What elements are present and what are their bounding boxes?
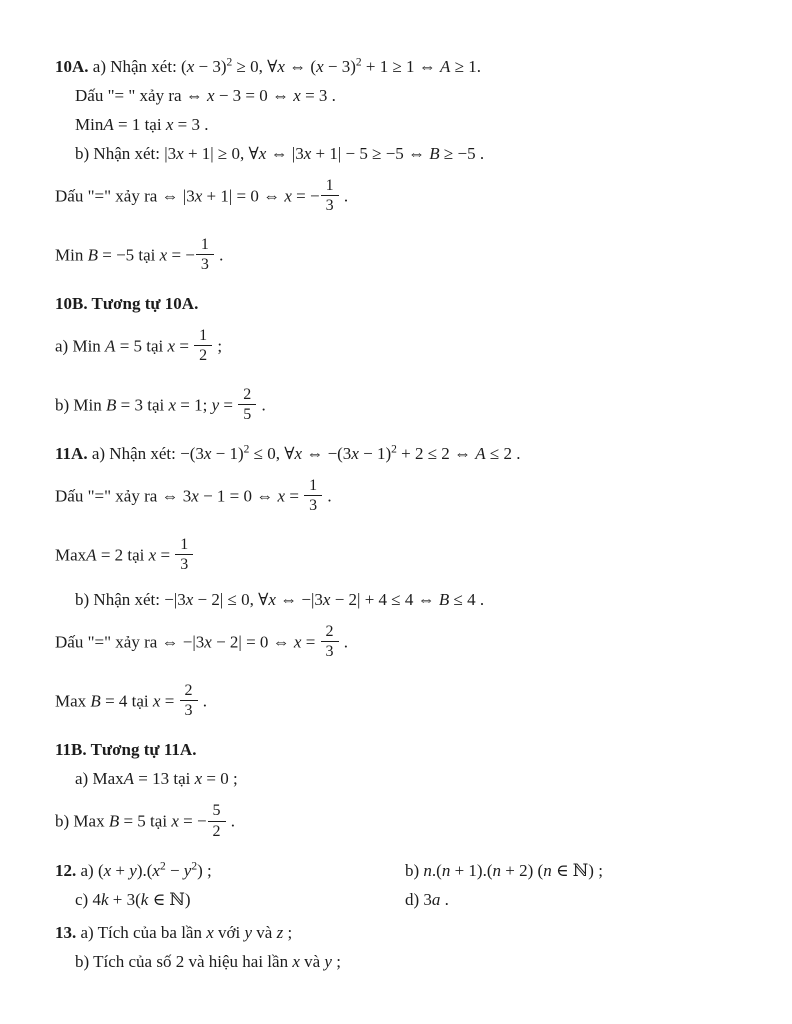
text-run: − 2| = 0 ⇔ xyxy=(211,632,294,652)
text-run: − 3 = 0 ⇔ xyxy=(214,86,294,105)
text-run: − 1) xyxy=(211,444,244,464)
fraction-numerator: 2 xyxy=(325,623,334,641)
text-run: ).( xyxy=(136,860,153,880)
text-run: = − xyxy=(291,186,320,206)
superscript-exponent: 2 xyxy=(159,860,166,873)
text-run: = xyxy=(285,486,304,506)
fraction-denominator: 3 xyxy=(180,700,198,719)
text-run: Dấu "=" xảy ra ⇔ |3 xyxy=(55,186,195,206)
problem-11a-a xyxy=(55,442,754,466)
text-run: . xyxy=(214,245,224,265)
min-result-10a-a xyxy=(55,113,754,137)
answer-10b-b xyxy=(55,380,754,434)
fraction-numerator: 1 xyxy=(325,177,334,194)
fraction-denominator: 3 xyxy=(196,254,214,273)
text-run: = − xyxy=(167,245,195,265)
math-variable: B xyxy=(108,811,120,831)
math-variable: y xyxy=(324,951,332,971)
text-run: − 1 = 0 ⇔ xyxy=(198,486,278,506)
math-variable: y xyxy=(129,860,137,880)
fraction-numerator: 1 xyxy=(309,477,318,495)
text-run: = xyxy=(219,395,238,415)
text-run: ⇔ −|3 xyxy=(275,590,323,610)
text-run: ≥ 1. xyxy=(450,57,482,76)
text-run: = 3 . xyxy=(300,86,336,105)
text-run: Dấu "=" xảy ra ⇔ −|3 xyxy=(55,632,205,652)
math-fraction xyxy=(179,682,199,720)
column-left xyxy=(75,890,191,909)
math-variable: x xyxy=(171,811,179,831)
fraction-numerator: 1 xyxy=(200,235,209,253)
text-run: b) Tích của số 2 và hiệu hai lần xyxy=(75,951,293,971)
column-right xyxy=(405,859,603,883)
problem-13-a xyxy=(55,921,754,945)
text-run: Min xyxy=(75,115,104,134)
text-run: + 1| = 0 ⇔ xyxy=(202,186,285,206)
problem-11a-b xyxy=(55,588,754,612)
math-variable: x xyxy=(268,590,276,610)
problem-10a-a xyxy=(55,55,754,79)
text-run: a) Min xyxy=(55,336,106,356)
problem-13-b xyxy=(55,950,754,974)
text-run: ; xyxy=(283,922,293,942)
math-variable: A xyxy=(105,336,116,356)
math-variable: B xyxy=(438,590,450,610)
math-fraction xyxy=(320,177,340,215)
equality-condition-10a-a xyxy=(55,84,754,108)
math-variable: y xyxy=(244,922,253,942)
math-variable: x xyxy=(194,186,203,206)
math-variable: x xyxy=(152,691,161,711)
text-run: với xyxy=(213,922,245,942)
math-variable: x xyxy=(165,115,174,134)
text-run: − 3) xyxy=(194,57,227,76)
answer-11b-b xyxy=(55,796,754,850)
math-fraction xyxy=(320,623,340,661)
math-variable: x xyxy=(351,444,359,464)
text-run: a) Nhận xét: ( xyxy=(88,57,187,76)
text-run: ⇔ |3 xyxy=(266,144,304,163)
answer-10b-a xyxy=(55,321,754,375)
text-run: + 1| − 5 ≥ −5 ⇔ xyxy=(311,144,430,163)
text-run: ; xyxy=(213,336,223,356)
text-run: + 2) ( xyxy=(501,860,544,880)
max-result-11a-b xyxy=(55,676,754,730)
text-run: d) 3 xyxy=(405,889,432,909)
text-run: ≤ 0, ∀ xyxy=(249,444,295,464)
math-variable: x xyxy=(284,186,292,206)
math-variable: B xyxy=(87,245,98,265)
bold-text: 10B. Tương tự 10A. xyxy=(55,294,199,314)
text-run: = 1; xyxy=(176,395,212,415)
math-variable: x xyxy=(277,486,286,506)
min-result-10a-b xyxy=(55,230,754,284)
fraction-numerator: 2 xyxy=(243,385,252,403)
math-variable: x xyxy=(176,144,184,163)
math-variable: x xyxy=(167,336,176,356)
text-run: = 5 tại xyxy=(119,811,172,831)
bold-text: 13. xyxy=(55,922,77,942)
fraction-denominator: 3 xyxy=(321,641,339,660)
text-run: .( xyxy=(431,860,442,880)
math-variable: A xyxy=(475,444,486,464)
equality-condition-11a-a xyxy=(55,471,754,525)
fraction-denominator: 2 xyxy=(194,345,212,364)
math-variable: A xyxy=(86,545,97,565)
fraction-denominator: 2 xyxy=(208,821,226,840)
text-run: ∈ ℕ) xyxy=(148,889,191,909)
text-run: ≤ 4 . xyxy=(449,590,485,610)
problem-10a-b xyxy=(55,142,754,166)
text-run: . xyxy=(226,811,236,831)
text-run: a) Tích của ba lần xyxy=(76,922,207,942)
bold-text: 12. xyxy=(55,860,77,880)
text-run: . xyxy=(198,691,208,711)
text-run: = 4 tại xyxy=(100,691,153,711)
math-variable: y xyxy=(183,860,192,880)
text-run: + 2 ≤ 2 ⇔ xyxy=(396,444,476,464)
superscript-exponent: 2 xyxy=(243,443,250,456)
math-variable: x xyxy=(204,632,212,652)
math-variable: x xyxy=(191,486,199,506)
text-run: ≤ 2 . xyxy=(485,444,521,464)
text-run: . xyxy=(257,395,266,415)
text-run: + xyxy=(111,860,130,880)
text-run: a) ( xyxy=(76,860,104,880)
math-variable: y xyxy=(211,395,220,415)
text-run: ≥ −5 . xyxy=(439,144,485,163)
text-run: ⇔ ( xyxy=(284,57,317,76)
fraction-numerator: 1 xyxy=(180,535,189,553)
text-run: b) Nhận xét: −|3 xyxy=(75,590,186,610)
text-run: + 1 ≥ 1 ⇔ xyxy=(361,57,441,76)
math-variable: n xyxy=(543,860,552,880)
text-run: = 3 . xyxy=(173,115,209,134)
text-run: và xyxy=(252,922,277,942)
text-run: Max xyxy=(55,691,91,711)
fraction-denominator: 3 xyxy=(321,195,339,214)
math-variable: x xyxy=(292,951,300,971)
math-variable: n xyxy=(423,860,432,880)
math-variable: x xyxy=(293,86,301,105)
superscript-exponent: 2 xyxy=(355,56,362,69)
column-right xyxy=(405,888,449,912)
math-variable: A xyxy=(103,115,114,134)
math-fraction xyxy=(237,386,257,424)
superscript-exponent: 2 xyxy=(191,860,198,873)
math-variable: n xyxy=(441,860,451,880)
math-variable: x xyxy=(186,57,195,76)
math-variable: k xyxy=(100,889,109,909)
max-result-11a-a xyxy=(55,530,754,584)
math-variable: x xyxy=(203,444,212,464)
text-run: = xyxy=(156,545,175,565)
text-run: a) Nhận xét: −(3 xyxy=(87,444,204,464)
text-run: ; xyxy=(331,951,341,971)
math-variable: x xyxy=(103,860,112,880)
math-fraction xyxy=(193,327,213,365)
math-variable: A xyxy=(123,769,135,789)
text-run: = 2 tại xyxy=(96,545,149,565)
math-variable: B xyxy=(106,395,117,415)
math-variable: x xyxy=(159,245,168,265)
math-variable: x xyxy=(258,144,267,163)
text-run: . xyxy=(339,632,349,652)
text-run: = 1 tại xyxy=(113,115,166,134)
text-run: = xyxy=(160,691,179,711)
text-run: . xyxy=(323,486,332,506)
text-run: Min xyxy=(55,245,88,265)
fraction-denominator: 5 xyxy=(238,404,256,423)
math-variable: a xyxy=(431,889,441,909)
text-run: + 1).( xyxy=(450,860,493,880)
math-variable: x xyxy=(293,632,302,652)
math-variable: x xyxy=(185,590,194,610)
text-run: b) Max xyxy=(55,811,109,831)
equality-condition-10a-b xyxy=(55,171,754,225)
text-run: = 5 tại xyxy=(115,336,168,356)
text-run: ∈ ℕ) ; xyxy=(551,860,603,880)
problem-12-ab xyxy=(55,859,754,883)
text-run: + 1| ≥ 0, ∀ xyxy=(183,144,259,163)
math-variable: A xyxy=(440,57,451,76)
heading-10b xyxy=(55,292,754,316)
text-run: c) 4 xyxy=(75,889,101,909)
bold-text: 11A. xyxy=(55,444,88,464)
text-run: + 3( xyxy=(108,889,141,909)
text-run: b) Min xyxy=(55,395,106,415)
bold-text: 10A. xyxy=(55,57,89,76)
math-variable: x xyxy=(148,545,157,565)
math-fraction xyxy=(207,802,227,840)
math-variable: x xyxy=(207,86,215,105)
math-variable: z xyxy=(276,922,284,942)
math-variable: x xyxy=(303,144,312,163)
text-run: = xyxy=(175,336,194,356)
text-run: − 1) xyxy=(358,444,392,464)
text-run: = 3 tại xyxy=(116,395,169,415)
text-run: − 2| + 4 ≤ 4 ⇔ xyxy=(330,590,439,610)
text-run: và xyxy=(299,951,325,971)
math-fraction xyxy=(174,536,194,574)
fraction-denominator: 3 xyxy=(304,495,322,514)
math-fraction xyxy=(195,236,215,274)
math-variable: x xyxy=(277,57,285,76)
math-variable: x xyxy=(206,922,214,942)
text-run: = xyxy=(301,632,320,652)
heading-11b xyxy=(55,738,754,762)
text-run: = 13 tại xyxy=(134,769,195,789)
text-run: a) Max xyxy=(75,769,124,789)
math-variable: x xyxy=(322,590,331,610)
math-variable: B xyxy=(90,691,101,711)
math-variable: x xyxy=(316,57,324,76)
text-run: − xyxy=(165,860,184,880)
superscript-exponent: 2 xyxy=(391,443,397,456)
math-variable: x xyxy=(168,395,177,415)
text-run: . xyxy=(339,186,349,206)
equality-condition-11a-b xyxy=(55,617,754,671)
superscript-exponent: 2 xyxy=(226,56,233,69)
text-run: b) xyxy=(405,860,424,880)
math-variable: x xyxy=(194,769,203,789)
text-run: − 2| ≤ 0, ∀ xyxy=(193,590,269,610)
text-run: b) Nhận xét: |3 xyxy=(75,144,177,163)
text-run: = 0 ; xyxy=(202,769,238,789)
answer-11b-a xyxy=(55,767,754,791)
text-run: Dấu "=" xảy ra ⇔ 3 xyxy=(55,486,192,506)
text-run: ) ; xyxy=(197,860,212,880)
text-run: Max xyxy=(55,545,87,565)
text-run: ≥ 0, ∀ xyxy=(232,57,278,76)
math-variable: k xyxy=(140,889,149,909)
text-run: = − xyxy=(178,811,207,831)
fraction-numerator: 1 xyxy=(199,327,208,345)
math-variable: x xyxy=(294,444,303,464)
bold-text: 11B. Tương tự 11A. xyxy=(55,740,197,760)
fraction-denominator: 3 xyxy=(175,554,193,573)
text-run: − 3) xyxy=(323,57,356,76)
column-left xyxy=(55,861,212,880)
math-variable: B xyxy=(429,144,440,163)
text-run: . xyxy=(440,889,449,909)
text-run: = −5 tại xyxy=(97,245,160,265)
math-variable: x xyxy=(152,860,160,880)
text-run: Dấu "= " xảy ra ⇔ xyxy=(75,86,208,105)
math-variable: n xyxy=(492,860,502,880)
text-run: ⇔ −(3 xyxy=(302,444,352,464)
fraction-numerator: 5 xyxy=(212,802,221,820)
math-fraction xyxy=(303,477,323,515)
problem-12-cd xyxy=(55,888,754,912)
fraction-numerator: 2 xyxy=(184,681,193,699)
